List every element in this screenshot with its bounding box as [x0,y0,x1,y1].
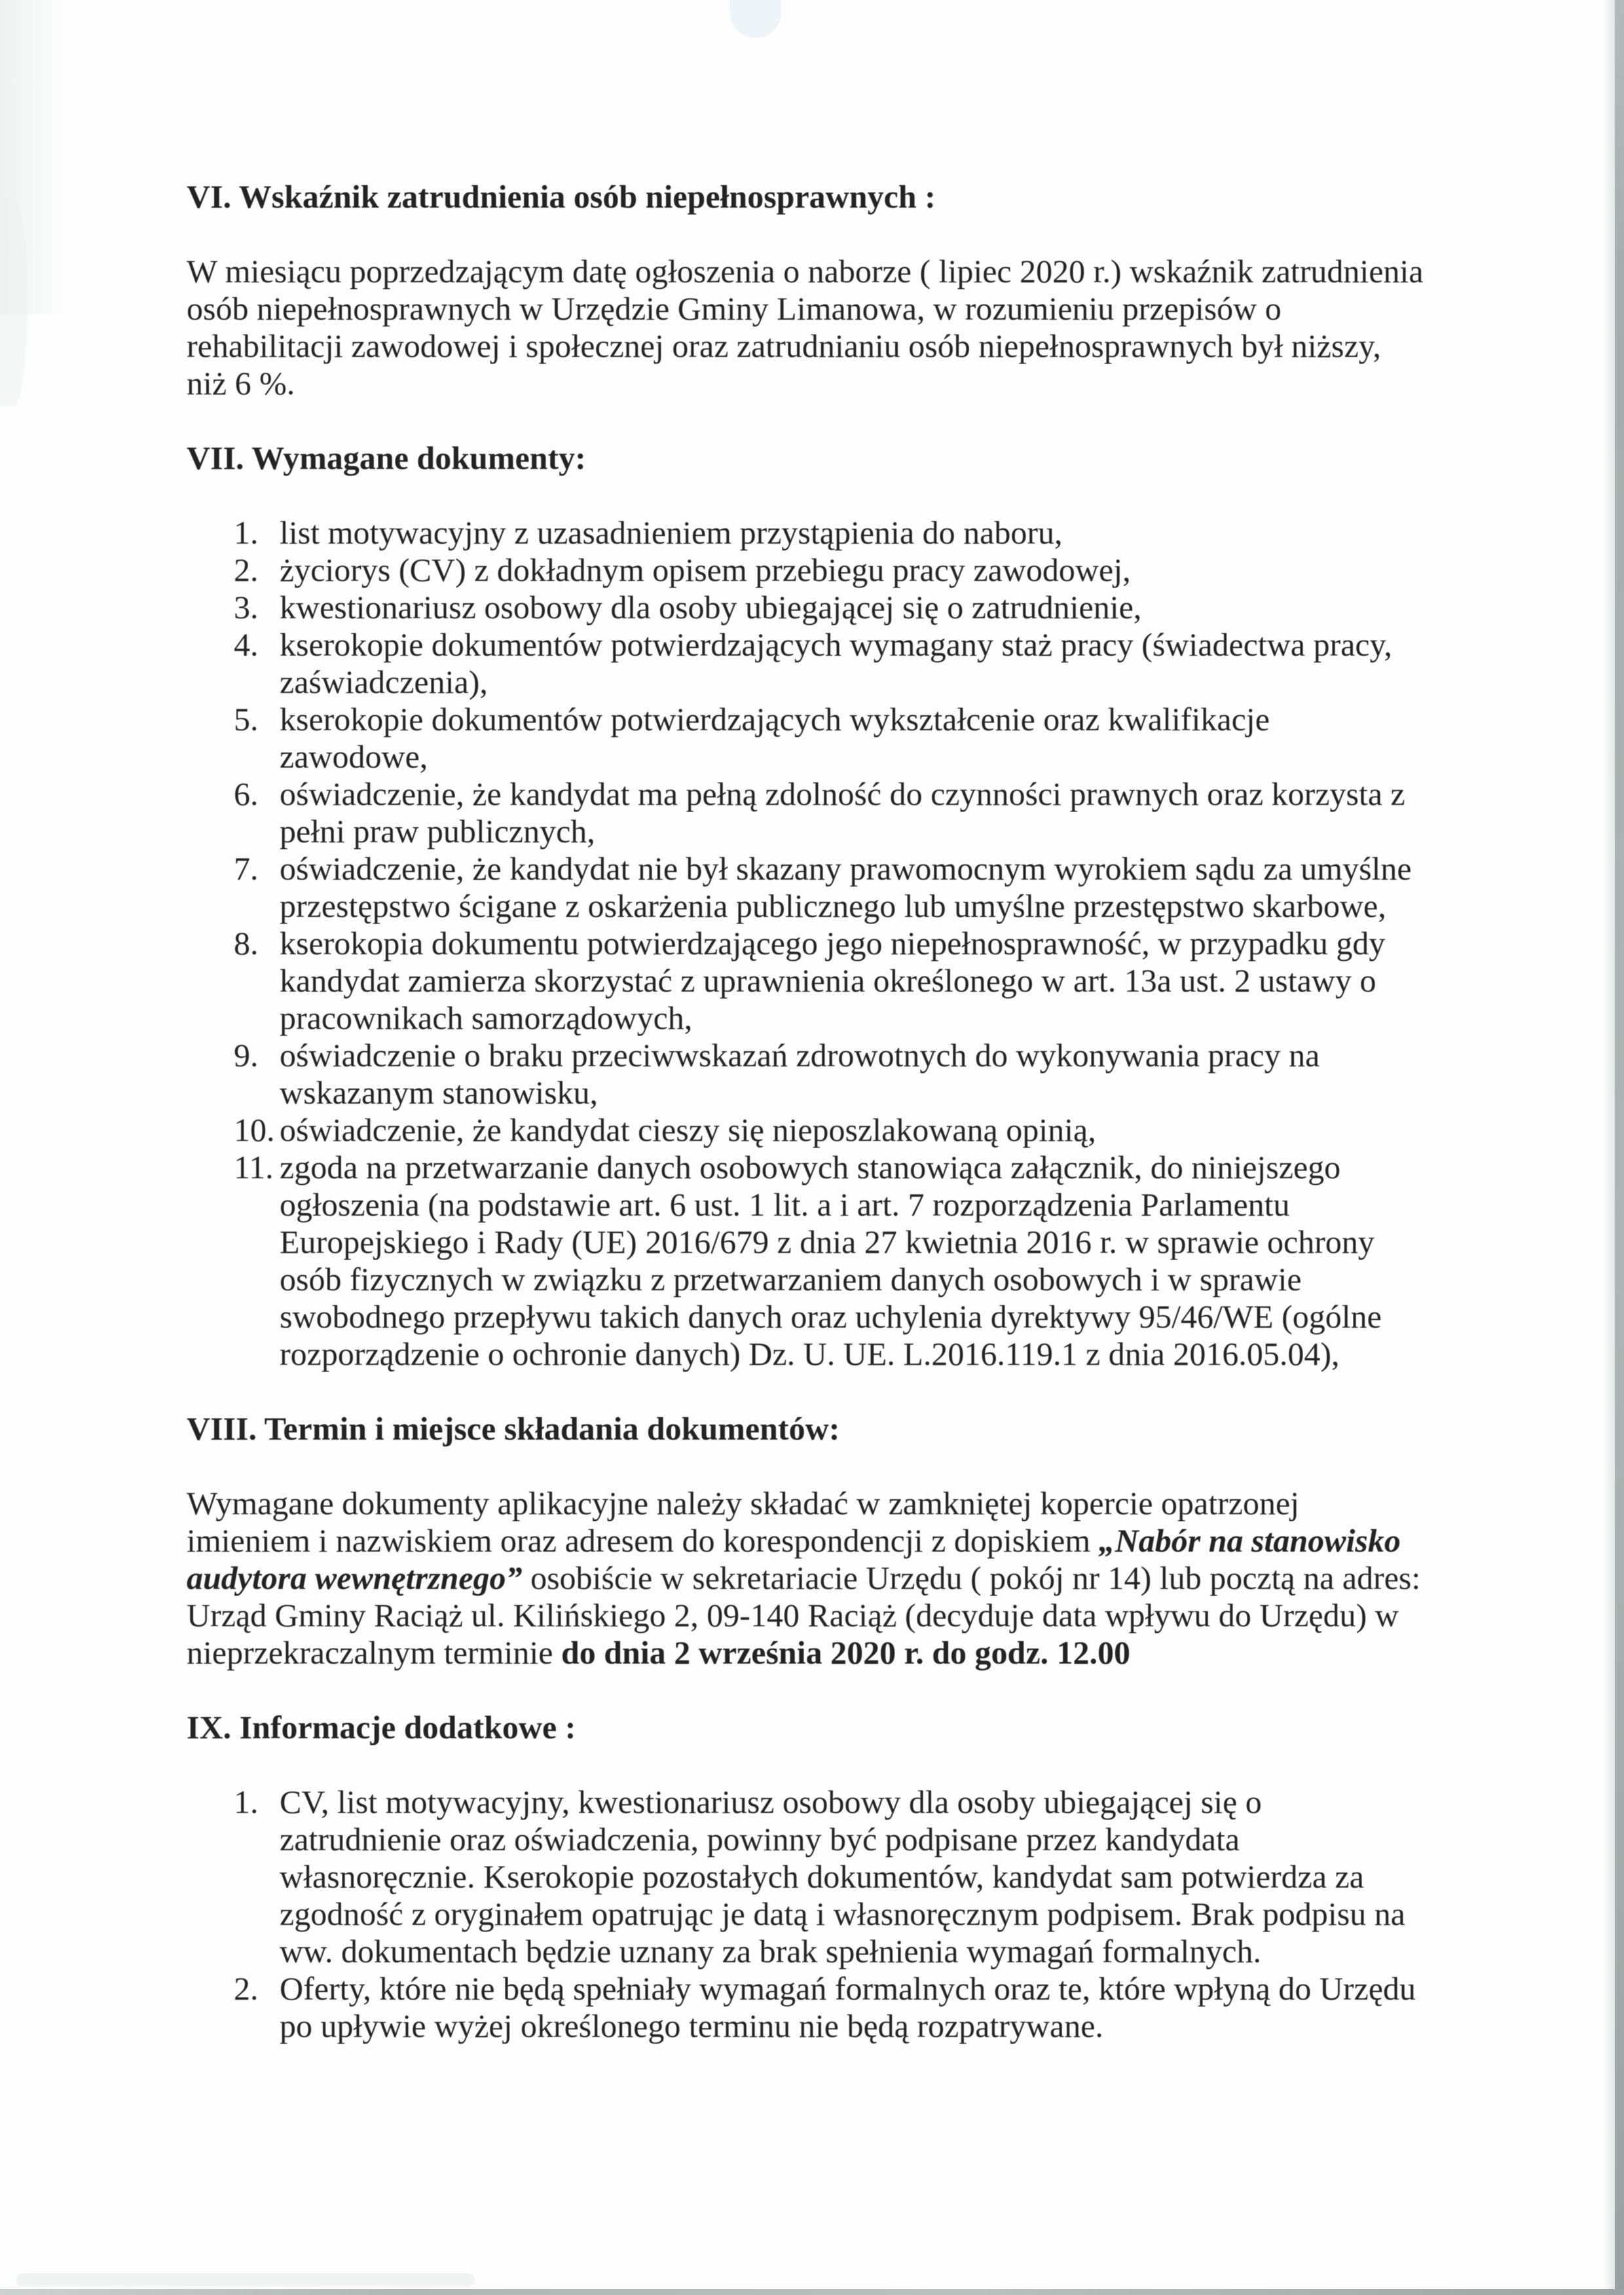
list-item [187,551,1424,589]
list-item-number: 9. [234,1037,259,1073]
list-item-number: 5. [234,701,259,737]
scan-artifact-bottom-edge [0,2289,1624,2295]
section-vi-paragraph: W miesiącu poprzedzającym datę ogłoszenia o naborze ( lipiec 2020 r.) wskaźnik zatrudnienia osób niepełnosprawnych w Urzędzie Gminy Limanowa, w rozumieniu przepisów o rehabilitacji zawodowej i społecznej oraz zatrudnianiu osób niepełnosprawnych był niższy, niż 6 %. [187,253,1424,401]
scan-artifact-left-streak [0,196,28,406]
list-item-number: 2. [234,1970,259,2007]
list-item [187,626,1424,701]
scan-artifact-bottom-smudge [16,2273,475,2286]
list-item-text: oświadczenie o braku przeciwwskazań zdrowotnych do wykonywania pracy na wskazanym stanowisku, [280,1037,1320,1111]
list-item-text: zgoda na przetwarzanie danych osobowych stanowiąca załącznik, do niniejszego ogłoszenia (na podstawie art. 6 ust. 1 lit. a i art. 7 rozporządzenia Parlamentu Europejskiego i Rady (UE) 2016/679 z dnia 27 kwietnia 2016 r. w sprawie ochrony osób fizycznych w związku z przetwarzaniem danych osobowych i w sprawie swobodnego przepływu takich danych oraz uchylenia dyrektywy 95/46/WE (ogólne rozporządzenie o ochronie danych) Dz. U. UE. L.2016.119.1 z dnia 2016.05.04), [280,1149,1382,1372]
list-item-number: 11. [234,1149,274,1185]
additional-info-list [187,1783,1424,2045]
list-item-text: kwestionariusz osobowy dla osoby ubiegającej się o zatrudnienie, [280,589,1142,625]
list-item-number: 1. [234,1783,259,1820]
list-item-text: list motywacyjny z uzasadnieniem przystąpienia do naboru, [280,514,1063,551]
list-item-text: kserokopia dokumentu potwierdzającego jego niepełnosprawność, w przypadku gdy kandydat zamierza skorzystać z uprawnienia określonego w art. 13a ust. 2 ustawy o pracownikach samorządowych, [280,925,1386,1036]
list-item [187,701,1424,775]
submission-text-middle: osobiście w sekretariacie Urzędu ( pokój nr 14) lub pocztą na adres: Urząd Gminy Raciąż ul. Kilińskiego 2, 09-140 Raciąż (decyduje data wpływu do Urzędu) w nieprzekraczalnym terminie [187,1559,1421,1671]
list-item [187,1111,1424,1149]
list-item-text: kserokopie dokumentów potwierdzających wymagany staż pracy (świadectwa pracy, zaświadczenia), [280,626,1392,700]
list-item [187,850,1424,925]
list-item-text: oświadczenie, że kandydat cieszy się nieposzlakowaną opinią, [280,1111,1096,1148]
section-vii-heading: VII. Wymagane dokumenty: [187,439,586,476]
list-item-text: CV, list motywacyjny, kwestionariusz osobowy dla osoby ubiegającej się o zatrudnienie oraz oświadczenia, powinny być podpisane przez kandydata własnoręcznie. Kserokopie pozostałych dokumentów, kandydat sam potwierdza za zgodność z oryginałem opatrując je datą i własnoręcznym podpisem. Brak podpisu na ww. dokumentach będzie uznany za brak spełnienia wymagań formalnych. [280,1783,1405,1969]
section-vi-heading: VI. Wskaźnik zatrudnienia osób niepełnosprawnych : [187,178,936,215]
list-item [187,589,1424,626]
list-item-number: 6. [234,775,259,812]
list-item [187,925,1424,1037]
list-item-number: 2. [234,551,259,588]
list-item [187,1149,1424,1373]
list-item-text: kserokopie dokumentów potwierdzających wykształcenie oraz kwalifikacje zawodowe, [280,701,1270,775]
list-item [187,1970,1424,2045]
envelope-annotation: „Nabór na stanowisko audytora wewnętrznego” [187,1522,1401,1596]
section-viii-paragraph [187,1485,1424,1671]
scan-artifact-right-edge [1615,0,1624,2295]
scan-artifact-top-smudge [730,0,781,38]
section-viii-heading: VIII. Termin i miejsce składania dokumentów: [187,1410,840,1447]
required-documents-list [187,514,1424,1373]
list-item [187,514,1424,551]
list-item-text: oświadczenie, że kandydat ma pełną zdolność do czynności prawnych oraz korzysta z pełni praw publicznych, [280,775,1405,849]
submission-deadline: do dnia 2 września 2020 r. do godz. 12.00 [561,1634,1131,1671]
list-item [187,1037,1424,1111]
list-item-text: życiorys (CV) z dokładnym opisem przebiegu pracy zawodowej, [280,551,1131,588]
list-item-number: 7. [234,850,259,887]
section-ix-heading: IX. Informacje dodatkowe : [187,1709,576,1745]
list-item [187,775,1424,850]
list-item-number: 4. [234,626,259,663]
list-item-number: 10. [234,1111,275,1148]
document-content [187,178,1424,2082]
list-item-text: oświadczenie, że kandydat nie był skazany prawomocnym wyrokiem sądu za umyślne przestępstwo ścigane z oskarżenia publicznego lub umyślne przestępstwo skarbowe, [280,850,1412,924]
submission-text-before: Wymagane dokumenty aplikacyjne należy składać w zamkniętej kopercie opatrzonej imieniem i nazwiskiem oraz adresem do korespondencji z dopiskiem [187,1485,1300,1559]
list-item-text: Oferty, które nie będą spełniały wymagań formalnych oraz te, które wpłyną do Urzędu po upływie wyżej określonego terminu nie będą rozpatrywane. [280,1970,1416,2044]
scan-artifact-right-soft-shadow [1603,0,1615,2295]
list-item-number: 3. [234,589,259,625]
list-item [187,1783,1424,1970]
list-item-number: 8. [234,925,259,961]
list-item-number: 1. [234,514,259,551]
